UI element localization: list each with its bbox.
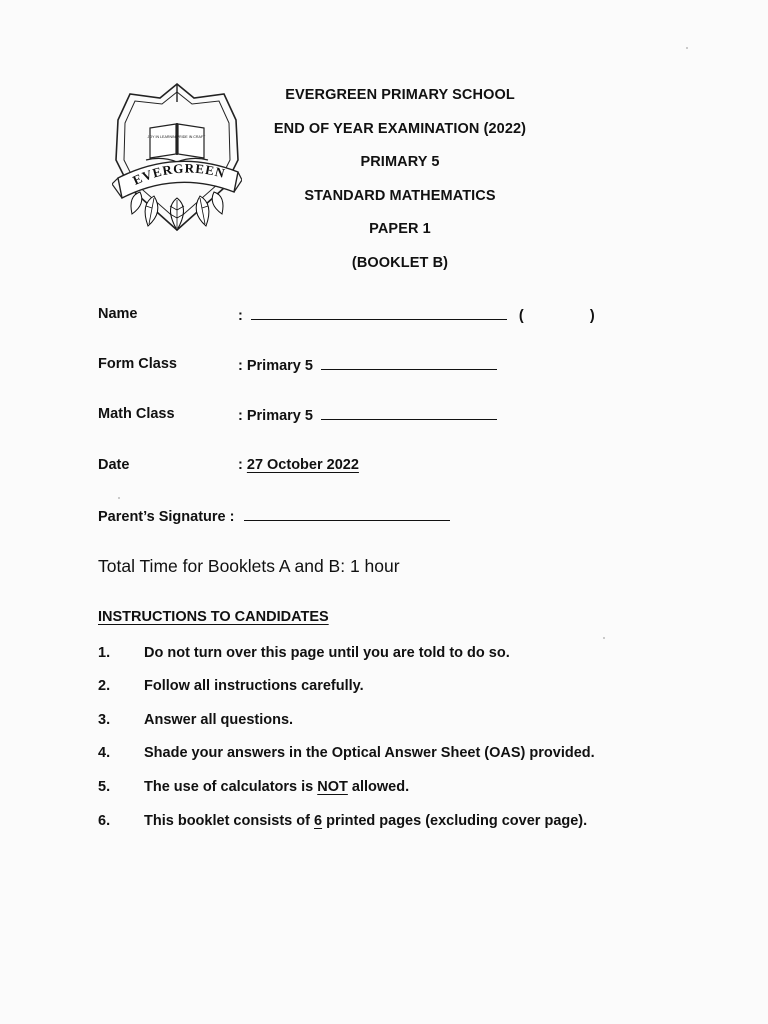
name-colon: : [238,308,243,324]
form-class-value: : Primary 5 [238,358,313,374]
signature-label: Parent’s Signature : [98,509,235,525]
subject-title: STANDARD MATHEMATICS [304,188,496,204]
name-field-row [238,307,595,324]
instruction-text: Do not turn over this page until you are told to do so. [144,645,510,661]
school-name: EVERGREEN PRIMARY SCHOOL [285,87,515,103]
instructions-title: INSTRUCTIONS TO CANDIDATES [98,609,329,625]
instruction-text-after: printed pages (excluding cover page). [322,813,588,829]
math-class-value: : Primary 5 [238,408,313,424]
instruction-text: Follow all instructions carefully. [144,678,364,694]
crest-book-right-text: PRIDE IN CRAFT [176,135,206,139]
form-class-row [238,357,497,374]
scan-speck [118,497,120,499]
instruction-number: 6. [98,813,111,829]
instruction-emphasis: NOT [317,779,348,795]
crest-banner-text: EVERGREEN [130,160,228,188]
level-title: PRIMARY 5 [360,154,440,170]
instruction-item [98,712,658,728]
date-colon: : [238,457,243,473]
instruction-number: 5. [98,779,111,795]
instruction-text-after: allowed. [347,779,410,795]
exam-title: END OF YEAR EXAMINATION (2022) [273,121,527,137]
index-number-blank[interactable] [528,308,586,320]
instruction-text-before: This booklet consists of [144,813,314,829]
instruction-item [98,678,658,694]
instruction-text-before: The use of calculators is [144,779,318,795]
scan-speck [686,47,688,49]
paper-title: PAPER 1 [369,221,431,237]
form-class-label: Form Class [98,356,177,372]
scan-speck [603,637,605,639]
instruction-number: 4. [98,745,111,761]
math-class-row [238,407,497,424]
instruction-item [98,745,658,761]
instruction-item [98,813,658,829]
instruction-number: 3. [98,712,111,728]
index-open-paren: ( [518,308,524,324]
crest-book-left-text: JOY IN LEARNING [147,135,179,139]
instruction-text: Shade your answers in the Optical Answer Sheet (OAS) provided. [144,745,595,761]
total-time-note: Total Time for Booklets A and B: 1 hour [98,556,400,576]
instruction-number: 2. [98,678,111,694]
instruction-item [98,645,658,661]
form-class-blank[interactable] [321,357,497,370]
instruction-text: Answer all questions. [144,712,294,728]
signature-blank[interactable] [244,508,450,521]
date-row [238,457,359,473]
name-blank[interactable] [251,307,507,320]
signature-row [98,508,450,525]
math-class-blank[interactable] [321,407,497,420]
date-value: 27 October 2022 [246,457,359,473]
index-close-paren: ) [589,308,595,324]
name-label: Name [98,306,138,322]
instruction-emphasis: 6 [314,813,323,829]
instruction-item [98,779,658,795]
booklet-title: (BOOKLET B) [351,255,449,271]
school-crest-logo [112,80,242,240]
math-class-label: Math Class [98,406,175,422]
date-label: Date [98,457,130,473]
instruction-number: 1. [98,645,111,661]
